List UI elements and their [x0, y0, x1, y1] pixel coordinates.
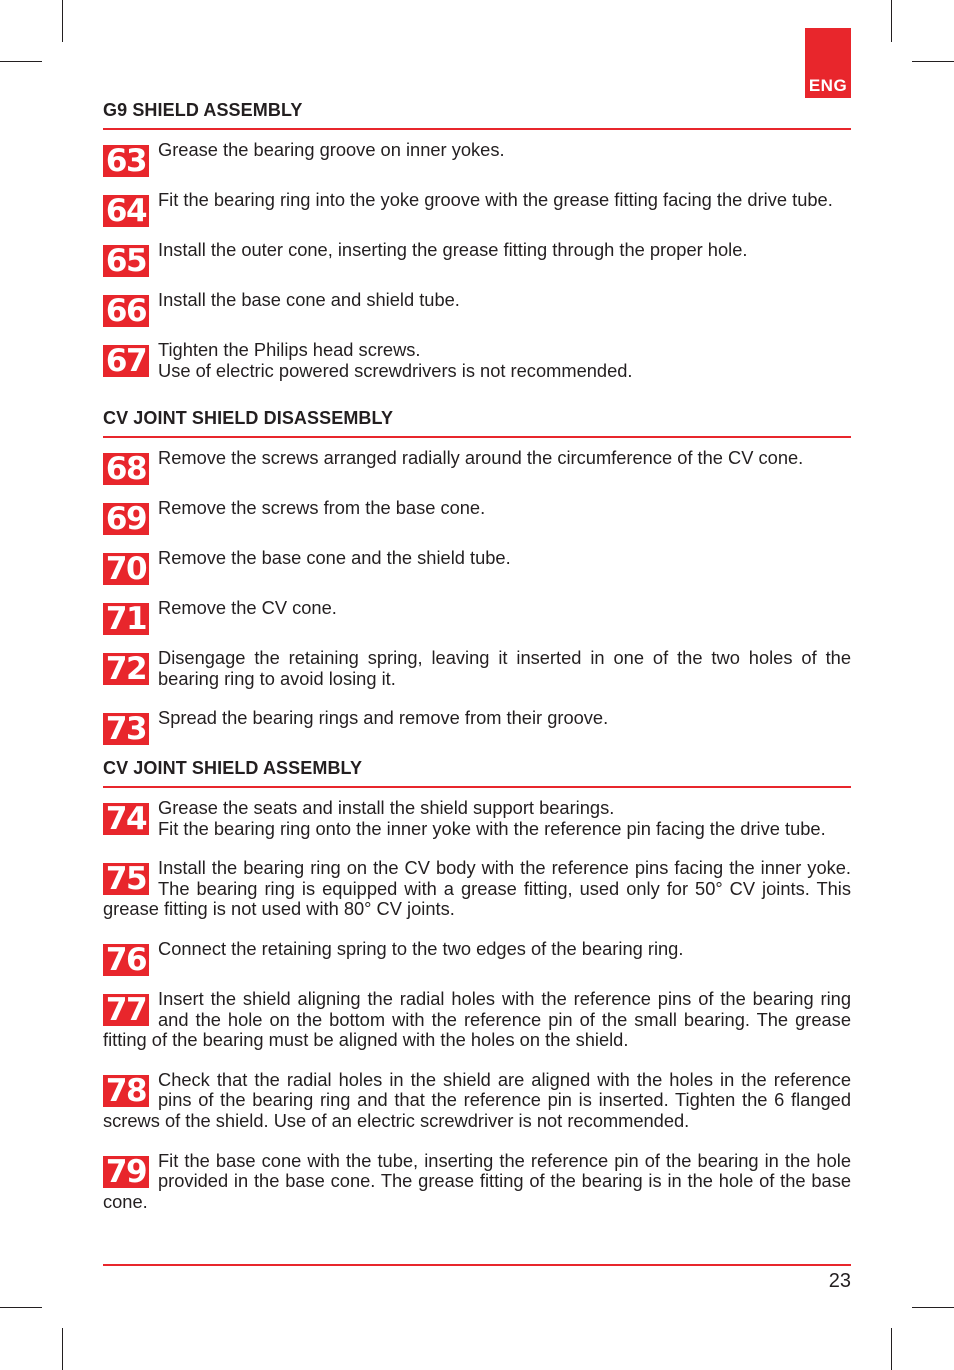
crop-mark — [0, 61, 42, 62]
crop-mark — [912, 1307, 954, 1308]
step-number-badge: 67 — [103, 345, 149, 377]
step-number-badge: 75 — [103, 863, 149, 895]
step-text-line: Insert the shield aligning the radial holes with the reference pins of the bearing ring and the hole on the bottom with the reference pin of the small bearing. The grease fitting of the bearing must be aligned with the holes on the shield. — [103, 987, 851, 1051]
step-text — [103, 989, 851, 1051]
step-list — [103, 448, 851, 747]
step-number-badge: 74 — [103, 803, 149, 835]
step-text — [103, 648, 851, 689]
crop-mark — [912, 61, 954, 62]
crop-mark — [891, 1328, 892, 1370]
crop-mark — [62, 1328, 63, 1370]
step-text — [103, 1151, 851, 1213]
step-text — [103, 498, 851, 519]
step-text-line: Grease the bearing groove on inner yokes. — [158, 139, 505, 160]
step-text — [103, 340, 851, 381]
step-text-line: Remove the screws from the base cone. — [158, 497, 486, 518]
step-item — [103, 939, 851, 978]
step-text — [103, 939, 851, 960]
step-number-badge: 79 — [103, 1156, 149, 1188]
step-text-line: Grease the seats and install the shield support bearings. — [158, 797, 615, 818]
step-item — [103, 1070, 851, 1132]
step-text — [103, 708, 851, 729]
step-text-line: Remove the CV cone. — [158, 597, 337, 618]
step-number-badge: 68 — [103, 453, 149, 485]
step-text-line: Install the outer cone, inserting the grease fitting through the proper hole. — [158, 239, 748, 260]
step-item — [103, 190, 851, 229]
step-item — [103, 708, 851, 747]
step-text — [103, 1070, 851, 1132]
step-number-badge: 66 — [103, 295, 149, 327]
step-number-badge: 78 — [103, 1075, 149, 1107]
step-text-line: Fit the bearing ring into the yoke groove with the grease fitting facing the drive tube. — [158, 189, 833, 210]
step-number-badge: 73 — [103, 713, 149, 745]
step-number-badge: 72 — [103, 653, 149, 685]
section-cv-joint-shield-disassembly — [103, 408, 851, 758]
step-item — [103, 290, 851, 329]
step-item — [103, 448, 851, 487]
section-title: CV JOINT SHIELD DISASSEMBLY — [103, 408, 851, 438]
step-list — [103, 798, 851, 1212]
crop-mark — [891, 0, 892, 42]
step-number-badge: 70 — [103, 553, 149, 585]
step-item — [103, 240, 851, 279]
step-number-badge: 71 — [103, 603, 149, 635]
step-text-line: Remove the base cone and the shield tube. — [158, 547, 511, 568]
step-text-line: Install the bearing ring on the CV body with the reference pins facing the inner yoke. The bearing ring is equipped with a grease fitting, used only for 50° CV joints. This grease fitting is not used with 80° CV joints. — [103, 857, 851, 920]
step-text-line: Install the base cone and shield tube. — [158, 289, 460, 310]
section-g9-shield-assembly — [103, 100, 851, 392]
step-text — [103, 548, 851, 569]
step-item — [103, 140, 851, 179]
step-text — [103, 140, 851, 161]
step-number-badge: 77 — [103, 994, 149, 1026]
step-text-line: Remove the screws arranged radially around the circumference of the CV cone. — [158, 447, 804, 468]
step-text — [103, 858, 851, 920]
step-text-line: Use of electric powered screwdrivers is not recommended. — [158, 359, 633, 381]
step-list — [103, 140, 851, 381]
step-text-line: Fit the base cone with the tube, inserting the reference pin of the bearing in the hole provided in the base cone. The grease fitting of the bearing is in the hole of the base cone. — [103, 1149, 851, 1212]
step-item — [103, 548, 851, 587]
step-number-badge: 69 — [103, 503, 149, 535]
step-item — [103, 498, 851, 537]
step-text — [103, 798, 851, 839]
step-text-line: Check that the radial holes in the shield are aligned with the holes in the reference pins of the bearing ring and that the reference pin is inserted. Tighten the 6 flanged screws of the shield. Use of an electric screwdriver is not recommended. — [103, 1068, 851, 1131]
step-text — [103, 240, 851, 261]
step-text-line: Connect the retaining spring to the two edges of the bearing ring. — [158, 937, 684, 959]
step-text — [103, 290, 851, 311]
section-cv-joint-shield-assembly — [103, 758, 851, 1231]
step-text-line: Tighten the Philips head screws. — [158, 339, 421, 360]
step-item — [103, 598, 851, 637]
step-item — [103, 798, 851, 839]
step-number-badge: 65 — [103, 245, 149, 277]
section-title: G9 SHIELD ASSEMBLY — [103, 100, 851, 130]
footer-divider — [103, 1264, 851, 1266]
step-item — [103, 648, 851, 689]
step-number-badge: 64 — [103, 195, 149, 227]
step-item — [103, 989, 851, 1051]
step-item — [103, 340, 851, 381]
language-tab: ENG — [805, 28, 851, 98]
step-text — [103, 598, 851, 619]
step-item — [103, 1151, 851, 1213]
step-text — [103, 448, 851, 469]
step-text-line: Fit the bearing ring onto the inner yoke with the reference pin facing the drive tube. — [158, 817, 826, 839]
step-text — [103, 190, 851, 211]
step-number-badge: 63 — [103, 145, 149, 177]
step-number-badge: 76 — [103, 944, 149, 976]
crop-mark — [62, 0, 63, 42]
step-text-line: Disengage the retaining spring, leaving it inserted in one of the two holes of the bearing ring to avoid losing it. — [158, 647, 851, 689]
crop-mark — [0, 1307, 42, 1308]
section-title: CV JOINT SHIELD ASSEMBLY — [103, 758, 851, 788]
step-item — [103, 858, 851, 920]
page-number: 23 — [828, 1270, 851, 1292]
step-text-line: Spread the bearing rings and remove from their groove. — [158, 707, 609, 729]
